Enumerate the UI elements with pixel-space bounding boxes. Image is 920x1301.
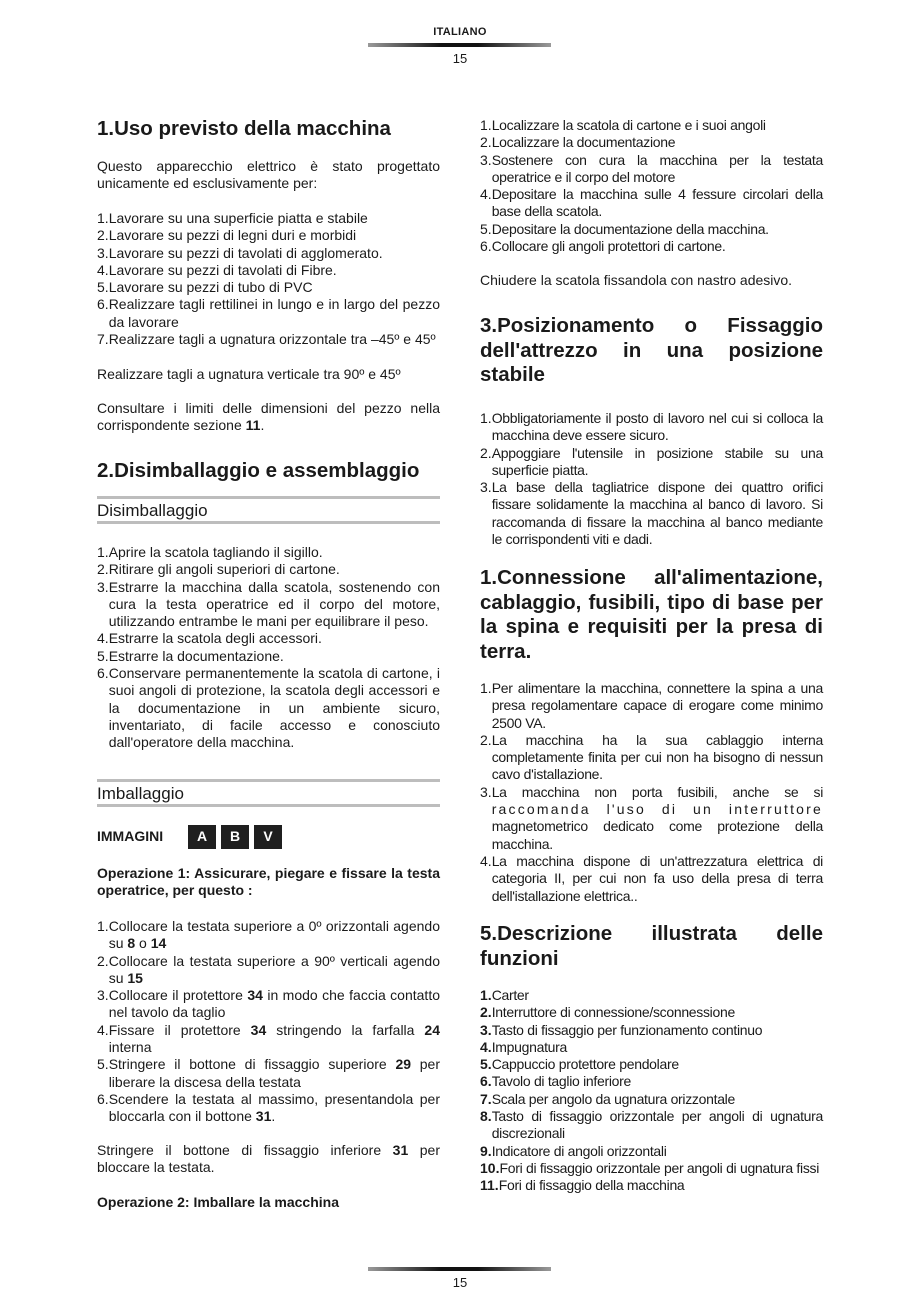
list-item: 6. Realizzare tagli rettilinei in lungo e in largo del pezzo da lavorare [97, 296, 440, 330]
list-item: 3. La base della tagliatrice dispone dei quattro orifici fissare solidamente la macchina al banco di lavoro. Si raccomanda di fissare la macchina al banco mediante le corrispondenti viti e dadi. [480, 479, 823, 548]
header-rule [368, 43, 551, 47]
section-3-list [480, 410, 823, 548]
image-box-v: V [254, 825, 282, 849]
list-item: 4. Impugnatura [480, 1038, 567, 1055]
list-item: 3. Lavorare su pezzi di tavolati di agglomerato. [97, 244, 383, 261]
close-box-text: Chiudere la scatola fissandola con nastro adesivo. [480, 272, 793, 288]
section-5-title: 5.Descrizione illustrata delle funzioni [480, 922, 823, 970]
image-box-a: A [188, 825, 216, 849]
section-3-title: 3.Posizionamento o Fissaggio dell'attrezzo in una posizione stabile [480, 314, 823, 386]
list-item: 6. Scendere la testata al massimo, presentandola per bloccarla con il bottone 31. [97, 1090, 440, 1125]
list-item: 1. Localizzare la scatola di cartone e i suoi angoli [480, 117, 766, 133]
list-item: 10. Fori di fissaggio orizzontale per angoli di ugnatura fissi [480, 1159, 820, 1176]
section-connection-title: 1.Connessione all'alimentazione, cablaggio, fusibili, tipo di base per la spina e requisiti per la presa di terra. [480, 566, 823, 663]
images-reference [97, 825, 440, 849]
list-item: 1. Per alimentare la macchina, connettere la spina a una presa regolamentare capace di erogare come minimo 2500 VA. [480, 680, 823, 731]
list-item: 5. Estrarre la documentazione. [97, 647, 284, 664]
list-item: 4. Estrarre la scatola degli accessori. [97, 630, 322, 647]
functions-list [480, 987, 823, 1195]
subsection-disimballaggio: Disimballaggio [97, 496, 440, 524]
list-item: 1. Carter [480, 987, 529, 1003]
section-connection-list [480, 680, 823, 905]
lower-lock-text: Stringere il bottone di fissaggio inferiore 31 per bloccare la testata. [97, 1142, 440, 1176]
section-1-title: 1.Uso previsto della macchina [97, 117, 391, 140]
list-item: 2. Collocare la testata superiore a 90º verticali agendo su 15 [97, 952, 440, 986]
subsection-imballaggio: Imballaggio [97, 779, 440, 807]
list-item: 3. Estrarre la macchina dalla scatola, sostenendo con cura la testa operatrice ed il corpo del motore, utilizzando entrambe le mani per equilibrare il peso. [97, 578, 440, 630]
list-item: 5. Stringere il bottone di fissaggio superiore 29 per liberare la discesa della testata [97, 1056, 440, 1090]
section-1-list [97, 210, 440, 348]
list-item: 4. Depositare la macchina sulle 4 fessure circolari della base della scatola. [480, 186, 823, 220]
list-item: 1. Aprire la scatola tagliando il sigillo. [97, 544, 323, 560]
list-item: 8. Tasto di fissaggio orizzontale per angoli di ugnatura discrezionali [480, 1108, 823, 1142]
section-2-title: 2.Disimballaggio e assemblaggio [97, 459, 420, 482]
list-item: 5. Lavorare su pezzi di tubo di PVC [97, 279, 313, 296]
operation-1-list [97, 918, 440, 1126]
list-item: 4. Lavorare su pezzi di tavolati di Fibre. [97, 261, 337, 278]
list-item: 5. Depositare la documentazione della macchina. [480, 220, 769, 237]
list-item: 11. Fori di fissaggio della macchina [480, 1177, 685, 1194]
list-item: 2. La macchina ha la sua cablaggio interna completamente finita per cui non ha bisogno di nessun cavo d'istallazione. [480, 731, 823, 783]
list-item: 3. Tasto di fissaggio per funzionamento continuo [480, 1021, 763, 1038]
list-item: 9. Indicatore di angoli orizzontali [480, 1142, 667, 1159]
list-item: 6. Conservare permanentemente la scatola di cartone, i suoi angoli di protezione, la scatola degli accessori e la documentazione in un ambiente sicuro, inventariato, di facile accesso e conosciuto dall'operatore della macchina. [97, 665, 440, 751]
section-1-intro: Questo apparecchio elettrico è stato progettato unicamente ed esclusivamente per: [97, 158, 440, 192]
list-item: 2. Interruttore di connessione/sconnessione [480, 1004, 735, 1021]
footer-rule [368, 1267, 551, 1271]
header-language: ITALIANO [433, 26, 487, 38]
operation-1-title: Operazione 1: Assicurare, piegare e fissare la testa operatrice, per questo : [97, 865, 440, 899]
list-item: 5. Cappuccio protettore pendolare [480, 1056, 679, 1073]
images-label: IMMAGINI [97, 828, 164, 845]
section-1-extra: Realizzare tagli a ugnatura verticale tra 90º e 45º [97, 366, 401, 382]
list-item: 4. La macchina dispone di un'attrezzatura elettrica di categoria II, per cui non fa uso della presa di terra dell'istallazione elettrica.. [480, 852, 823, 904]
packing-list [480, 117, 823, 255]
list-item: 6. Tavolo di taglio inferiore [480, 1073, 631, 1090]
list-item: 2. Lavorare su pezzi di legni duri e morbidi [97, 227, 357, 244]
list-item: 1. Lavorare su una superficie piatta e stabile [97, 210, 368, 226]
list-item: 4. Fissare il protettore 34 stringendo la farfalla 24 interna [97, 1021, 440, 1056]
list-item: 1. Obbligatoriamente il posto di lavoro nel cui si colloca la macchina deve essere sicuro. [480, 410, 823, 444]
section-1-consult: Consultare i limiti delle dimensioni del pezzo nella corrispondente sezione 11. [97, 400, 440, 434]
list-item: 2. Ritirare gli angoli superiori di cartone. [97, 561, 340, 578]
list-item: 2. Localizzare la documentazione [480, 134, 676, 151]
list-item: 1. Collocare la testata superiore a 0º orizzontali agendo su 8 o 14 [97, 918, 440, 952]
section-2-list [97, 544, 440, 752]
header-page-number: 15 [452, 51, 468, 66]
operation-2-title: Operazione 2: Imballare la macchina [97, 1194, 339, 1210]
list-item: 7. Scala per angolo da ugnatura orizzontale [480, 1090, 735, 1107]
list-item: 3. Collocare il protettore 34 in modo che faccia contatto nel tavolo da taglio [97, 987, 440, 1021]
list-item: 3. Sostenere con cura la macchina per la testata operatrice e il corpo del motore [480, 151, 823, 185]
list-item: 2. Appoggiare l'utensile in posizione stabile su una superficie piatta. [480, 444, 823, 478]
list-item: 3. La macchina non porta fusibili, anche se si raccomanda l'uso di un interruttore magnetometrico dedicato come protezione della macchina. [480, 783, 823, 852]
list-item: 7. Realizzare tagli a ugnatura orizzontale tra –45º e 45º [97, 331, 436, 348]
image-box-b: B [221, 825, 249, 849]
footer-page-number: 15 [452, 1275, 468, 1290]
list-item: 6. Collocare gli angoli protettori di cartone. [480, 238, 726, 255]
